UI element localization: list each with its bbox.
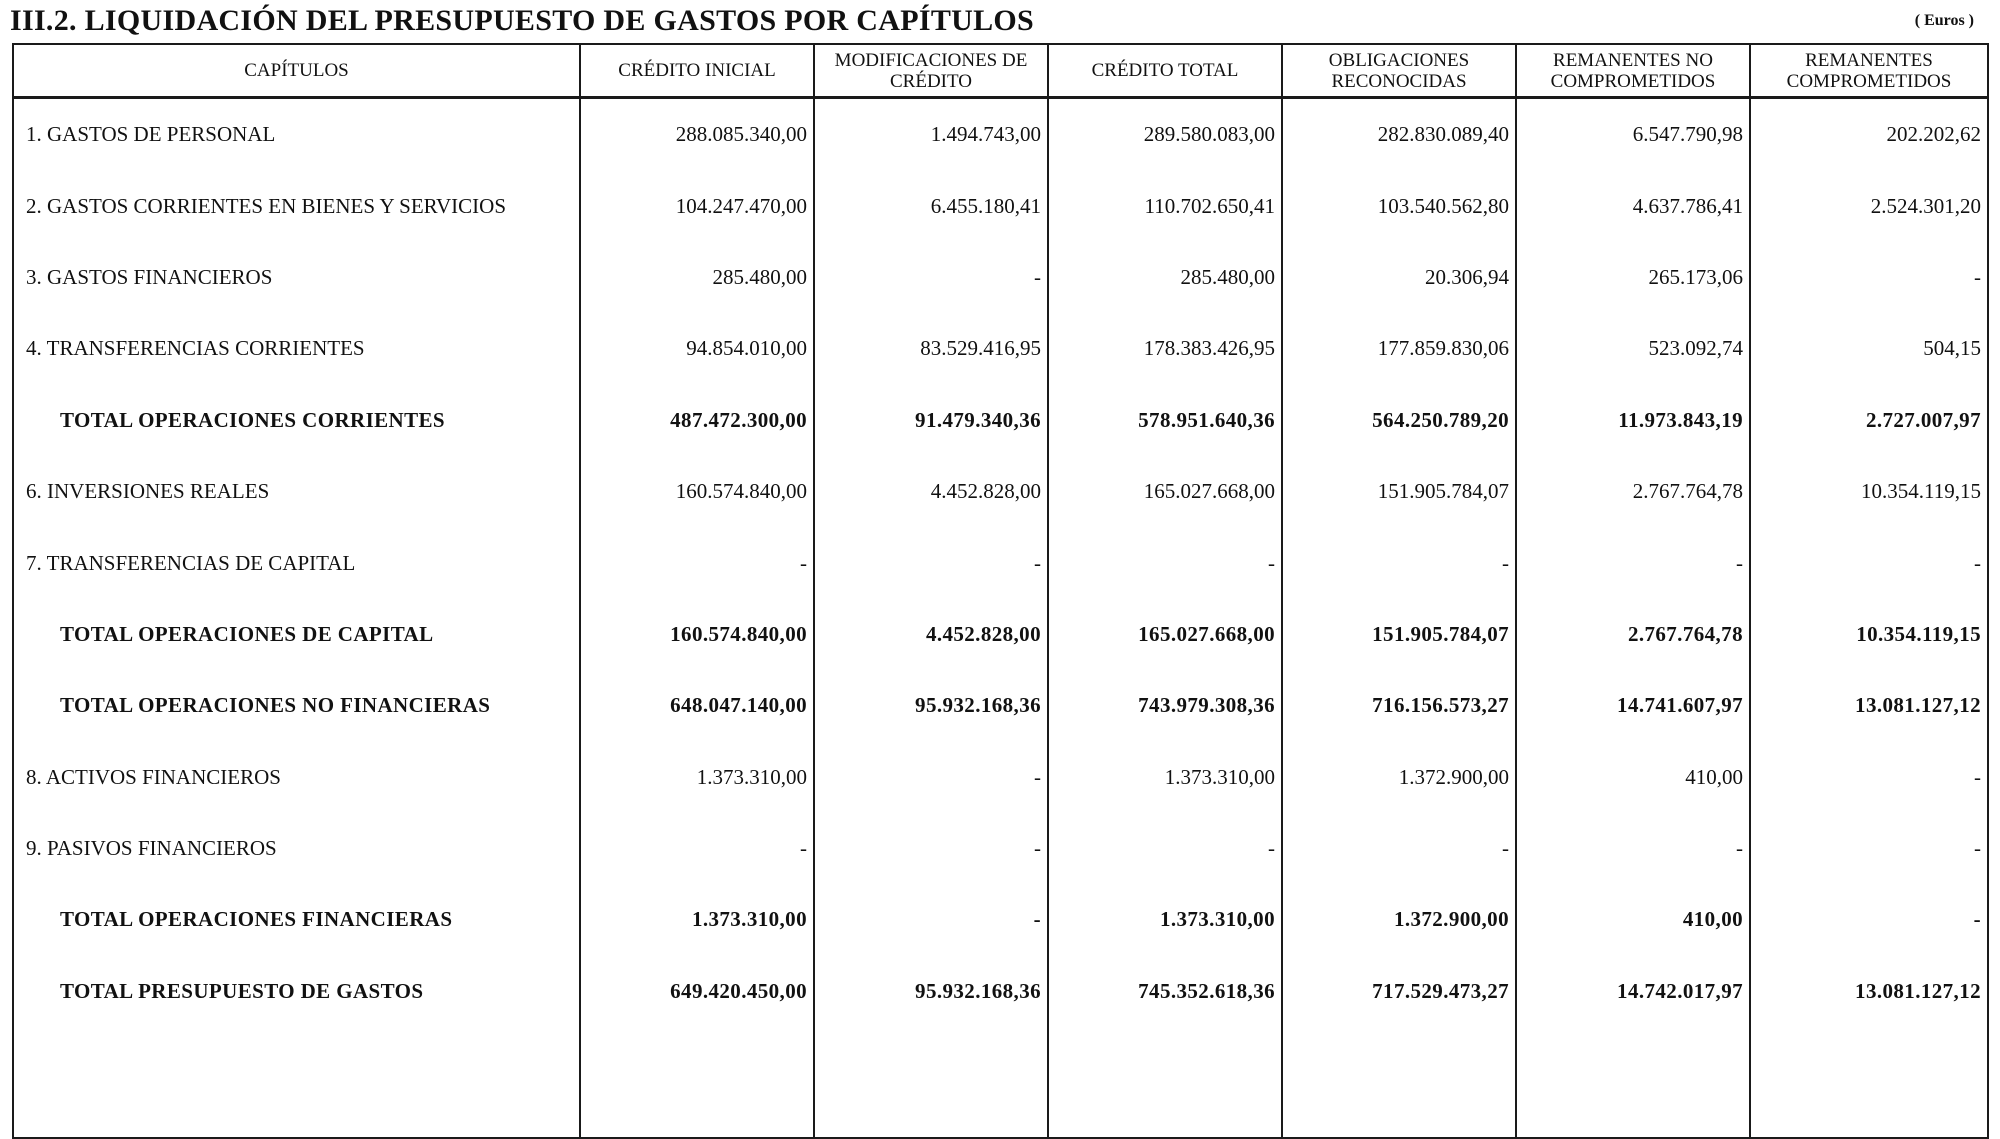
cell-initial-credit: 160.574.840,00 [580,456,814,527]
table-total-row [13,670,1988,741]
cell-credit-modifications: 1.494.743,00 [814,98,1048,171]
cell-recognized-obligations: - [1282,813,1516,884]
cell-initial-credit: - [580,527,814,598]
row-label: TOTAL OPERACIONES NO FINANCIERAS [13,670,580,741]
cell-initial-credit: 288.085.340,00 [580,98,814,171]
cell-initial-credit: 1.373.310,00 [580,884,814,955]
cell-uncommitted-remainders: 6.547.790,98 [1516,98,1750,171]
table-total-row [13,599,1988,670]
table-bottom-spacer [13,1027,1988,1138]
cell-committed-remainders: - [1750,242,1988,313]
cell-total-credit: 110.702.650,41 [1048,170,1282,241]
budget-table [12,43,1989,1139]
cell-credit-modifications: 95.932.168,36 [814,670,1048,741]
cell-total-credit: 285.480,00 [1048,242,1282,313]
cell-credit-modifications: 91.479.340,36 [814,385,1048,456]
cell-credit-modifications: 95.932.168,36 [814,956,1048,1027]
row-label: 1. GASTOS DE PERSONAL [13,98,580,171]
cell-total-credit: 289.580.083,00 [1048,98,1282,171]
row-label: TOTAL PRESUPUESTO DE GASTOS [13,956,580,1027]
row-label: 3. GASTOS FINANCIEROS [13,242,580,313]
cell-recognized-obligations: 717.529.473,27 [1282,956,1516,1027]
table-body [13,98,1988,1139]
row-label: 4. TRANSFERENCIAS CORRIENTES [13,313,580,384]
cell-total-credit: - [1048,813,1282,884]
cell-initial-credit: 94.854.010,00 [580,313,814,384]
table-row [13,813,1988,884]
cell-initial-credit: 487.472.300,00 [580,385,814,456]
cell-recognized-obligations: 1.372.900,00 [1282,742,1516,813]
cell-recognized-obligations: 103.540.562,80 [1282,170,1516,241]
cell-initial-credit: 649.420.450,00 [580,956,814,1027]
cell-credit-modifications: 6.455.180,41 [814,170,1048,241]
cell-committed-remainders: 10.354.119,15 [1750,456,1988,527]
cell-initial-credit: 160.574.840,00 [580,599,814,670]
table-total-row [13,884,1988,955]
cell-credit-modifications: 4.452.828,00 [814,599,1048,670]
cell-total-credit: 165.027.668,00 [1048,599,1282,670]
cell-credit-modifications: 4.452.828,00 [814,456,1048,527]
header-initial-credit: CRÉDITO INICIAL [580,44,814,98]
row-label: TOTAL OPERACIONES FINANCIERAS [13,884,580,955]
cell-uncommitted-remainders: 4.637.786,41 [1516,170,1750,241]
cell-uncommitted-remainders: 2.767.764,78 [1516,456,1750,527]
header-credit-modifications: MODIFICACIONES DE CRÉDITO [814,44,1048,98]
row-label: 6. INVERSIONES REALES [13,456,580,527]
cell-committed-remainders: - [1750,813,1988,884]
header-committed-remainders: REMANENTES COMPROMETIDOS [1750,44,1988,98]
row-label: 2. GASTOS CORRIENTES EN BIENES Y SERVICIOS [13,170,580,241]
cell-initial-credit: 285.480,00 [580,242,814,313]
table-row [13,313,1988,384]
table-row [13,242,1988,313]
cell-committed-remainders: - [1750,527,1988,598]
row-label: TOTAL OPERACIONES CORRIENTES [13,385,580,456]
cell-total-credit: 578.951.640,36 [1048,385,1282,456]
cell-committed-remainders: 10.354.119,15 [1750,599,1988,670]
cell-recognized-obligations: 1.372.900,00 [1282,884,1516,955]
table-row [13,456,1988,527]
cell-uncommitted-remainders: 2.767.764,78 [1516,599,1750,670]
cell-uncommitted-remainders: 14.741.607,97 [1516,670,1750,741]
header-row [13,44,1988,98]
page-title: III.2. LIQUIDACIÓN DEL PRESUPUESTO DE GASTOS POR CAPÍTULOS [10,4,1035,37]
cell-total-credit: 745.352.618,36 [1048,956,1282,1027]
row-label: 8. ACTIVOS FINANCIEROS [13,742,580,813]
header-recognized-obligations: OBLIGACIONES RECONOCIDAS [1282,44,1516,98]
table-total-row [13,385,1988,456]
row-label: 7. TRANSFERENCIAS DE CAPITAL [13,527,580,598]
cell-committed-remainders: 202.202,62 [1750,98,1988,171]
cell-uncommitted-remainders: - [1516,813,1750,884]
cell-total-credit: 1.373.310,00 [1048,884,1282,955]
cell-initial-credit: 104.247.470,00 [580,170,814,241]
cell-committed-remainders: - [1750,884,1988,955]
header-uncommitted-remainders: REMANENTES NO COMPROMETIDOS [1516,44,1750,98]
cell-initial-credit: - [580,813,814,884]
table-row [13,98,1988,171]
cell-recognized-obligations: 177.859.830,06 [1282,313,1516,384]
table-header [13,44,1988,98]
cell-total-credit: 165.027.668,00 [1048,456,1282,527]
currency-note: ( Euros ) [1914,12,1974,29]
cell-total-credit: 178.383.426,95 [1048,313,1282,384]
cell-committed-remainders: 504,15 [1750,313,1988,384]
cell-recognized-obligations: 282.830.089,40 [1282,98,1516,171]
cell-uncommitted-remainders: 523.092,74 [1516,313,1750,384]
cell-uncommitted-remainders: - [1516,527,1750,598]
cell-total-credit: - [1048,527,1282,598]
cell-recognized-obligations: - [1282,527,1516,598]
cell-initial-credit: 648.047.140,00 [580,670,814,741]
cell-uncommitted-remainders: 265.173,06 [1516,242,1750,313]
cell-recognized-obligations: 151.905.784,07 [1282,599,1516,670]
header-total-credit: CRÉDITO TOTAL [1048,44,1282,98]
cell-credit-modifications: 83.529.416,95 [814,313,1048,384]
row-label: 9. PASIVOS FINANCIEROS [13,813,580,884]
cell-total-credit: 1.373.310,00 [1048,742,1282,813]
cell-committed-remainders: 2.524.301,20 [1750,170,1988,241]
cell-committed-remainders: 13.081.127,12 [1750,956,1988,1027]
cell-recognized-obligations: 151.905.784,07 [1282,456,1516,527]
cell-credit-modifications: - [814,742,1048,813]
table-row [13,170,1988,241]
cell-total-credit: 743.979.308,36 [1048,670,1282,741]
cell-committed-remainders: 13.081.127,12 [1750,670,1988,741]
cell-uncommitted-remainders: 410,00 [1516,884,1750,955]
table-row [13,742,1988,813]
cell-committed-remainders: 2.727.007,97 [1750,385,1988,456]
cell-credit-modifications: - [814,813,1048,884]
table-row [13,527,1988,598]
cell-uncommitted-remainders: 410,00 [1516,742,1750,813]
cell-initial-credit: 1.373.310,00 [580,742,814,813]
cell-uncommitted-remainders: 11.973.843,19 [1516,385,1750,456]
cell-committed-remainders: - [1750,742,1988,813]
cell-recognized-obligations: 564.250.789,20 [1282,385,1516,456]
row-label: TOTAL OPERACIONES DE CAPITAL [13,599,580,670]
cell-recognized-obligations: 20.306,94 [1282,242,1516,313]
cell-credit-modifications: - [814,242,1048,313]
table-total-row [13,956,1988,1027]
cell-credit-modifications: - [814,884,1048,955]
cell-recognized-obligations: 716.156.573,27 [1282,670,1516,741]
header-chapters: CAPÍTULOS [13,44,580,98]
cell-uncommitted-remainders: 14.742.017,97 [1516,956,1750,1027]
cell-credit-modifications: - [814,527,1048,598]
